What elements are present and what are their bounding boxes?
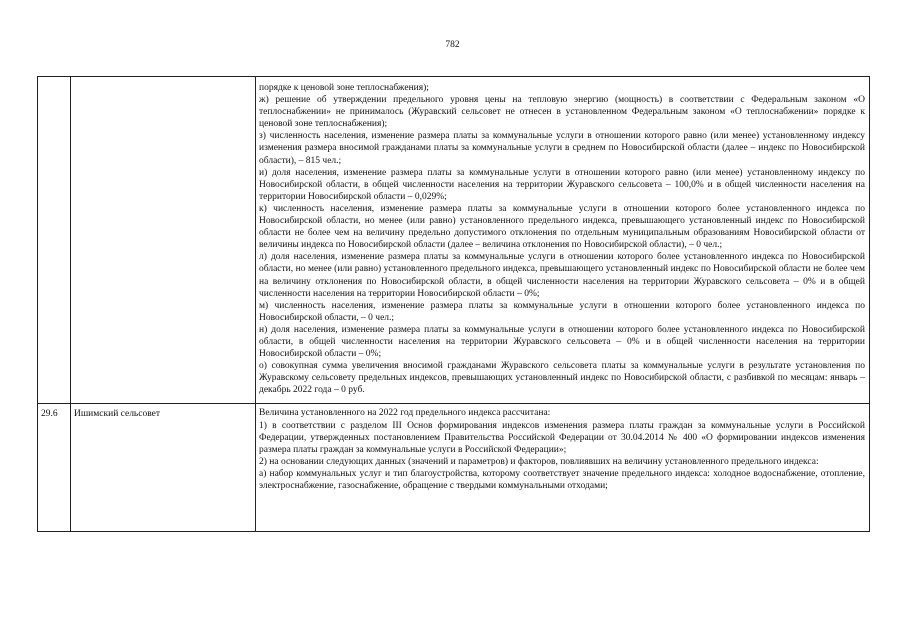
description-cell: [256, 77, 870, 404]
content-table: [37, 76, 870, 532]
paragraph: Величина установленного на 2022 год предельного индекса рассчитана:: [259, 408, 551, 419]
paragraph: н) доля населения, изменение размера платы за коммунальные услуги в отношении которого более установленного индекса по Новосибирской области, в общей численности населения на территории Журавского сельсовета – 0% и в общей численности населения на территории Новосибирской области – 0%;: [259, 324, 865, 360]
paragraph: 1) в соответствии с разделом III Основ формирования индексов изменения размера платы граждан за коммунальные услуги в Российской Федерации, утвержденных постановлением Правительства Российской Федерации от 30.04.2014 № 400 «О формировании индексов изменения размера платы граждан за коммунальные услуги в Российской Федерации»;: [259, 420, 865, 455]
paragraph: м) численность населения, изменение размера платы за коммунальные услуги в отношении которого более установленного индекса по Новосибирской области, – 0 чел.;: [259, 300, 865, 323]
paragraph: л) доля населения, изменение размера платы за коммунальные услуги в отношении которого более установленного индекса по Новосибирской области, но менее (или равно) установленного предельного индекса, превышающего установленный индекс по Новосибирской области не более чем на величину отклонения по Новосибирской области, в общей численности населения на территории Журавского сельсовета – 0% и в общей численности населения на территории Новосибирской области – 0%;: [259, 252, 865, 299]
paragraph: ж) решение об утверждении предельного уровня цены на тепловую энергию (мощность) в соответствии с Федеральным законом «О теплоснабжении» не принималось (Журавский сельсовет не отнесен в установленном Федеральным законом «О теплоснабжении» порядке к ценовой зоне теплоснабжения);: [259, 95, 865, 130]
municipality-name-cell: [71, 77, 256, 404]
table-row: [38, 77, 870, 404]
page-number: 782: [445, 40, 460, 50]
paragraph: з) численность населения, изменение размера платы за коммунальные услуги в отношении которого равно (или менее) установленному индексу изменения размера вносимой гражданами платы за коммунальные услуги в среднем по Новосибирской области (далее – индекс по Новосибирской области), – 815 чел.;: [259, 131, 865, 166]
row-number-cell: 29.6: [38, 404, 71, 532]
municipality-name-cell: Ишимский сельсовет: [71, 404, 256, 532]
description-cell: [256, 404, 870, 532]
table-row: [38, 404, 870, 532]
paragraph: а) набор коммунальных услуг и тип благоустройства, которому соответствует значение предельного индекса: холодное водоснабжение, отопление, электроснабжение, газоснабжение, обращение с твердыми коммунальными отходами;: [259, 468, 865, 491]
paragraph: о) совокупная сумма увеличения вносимой гражданами Журавского сельсовета платы за коммунальные услуги в результате установления по Журавскому сельсовету предельных индексов, превышающих установленный индекс по Новосибирской области, с разбивкой по месяцам: январь – декабрь 2022 года – 0 руб.: [259, 361, 865, 396]
paragraph: и) доля населения, изменение размера платы за коммунальные услуги в отношении которого равно (или менее) установленному индексу по Новосибирской области, в общей численности населения на территории Журавского сельсовета – 100,0% и в общей численности населения на территории Новосибирской области – 0,029%;: [259, 167, 865, 202]
paragraph: порядке к ценовой зоне теплоснабжения);: [259, 83, 429, 93]
row-number-cell: [38, 77, 71, 404]
paragraph: 2) на основании следующих данных (значений и параметров) и факторов, повлиявших на величину установленного предельного индекса:: [259, 456, 819, 467]
paragraph: к) численность населения, изменение размера платы за коммунальные услуги в отношении которого более установленного индекса по Новосибирской области, но менее (или равно) установленного предельного индекса, превышающего установленный индекс по Новосибирской области не более чем на величину предельно допустимого отклонения по отдельным муниципальным образованиям Новосибирской области от величины индекса по Новосибирской области (далее – величина отклонения по Новосибирской области), – 0 чел.;: [259, 203, 865, 251]
